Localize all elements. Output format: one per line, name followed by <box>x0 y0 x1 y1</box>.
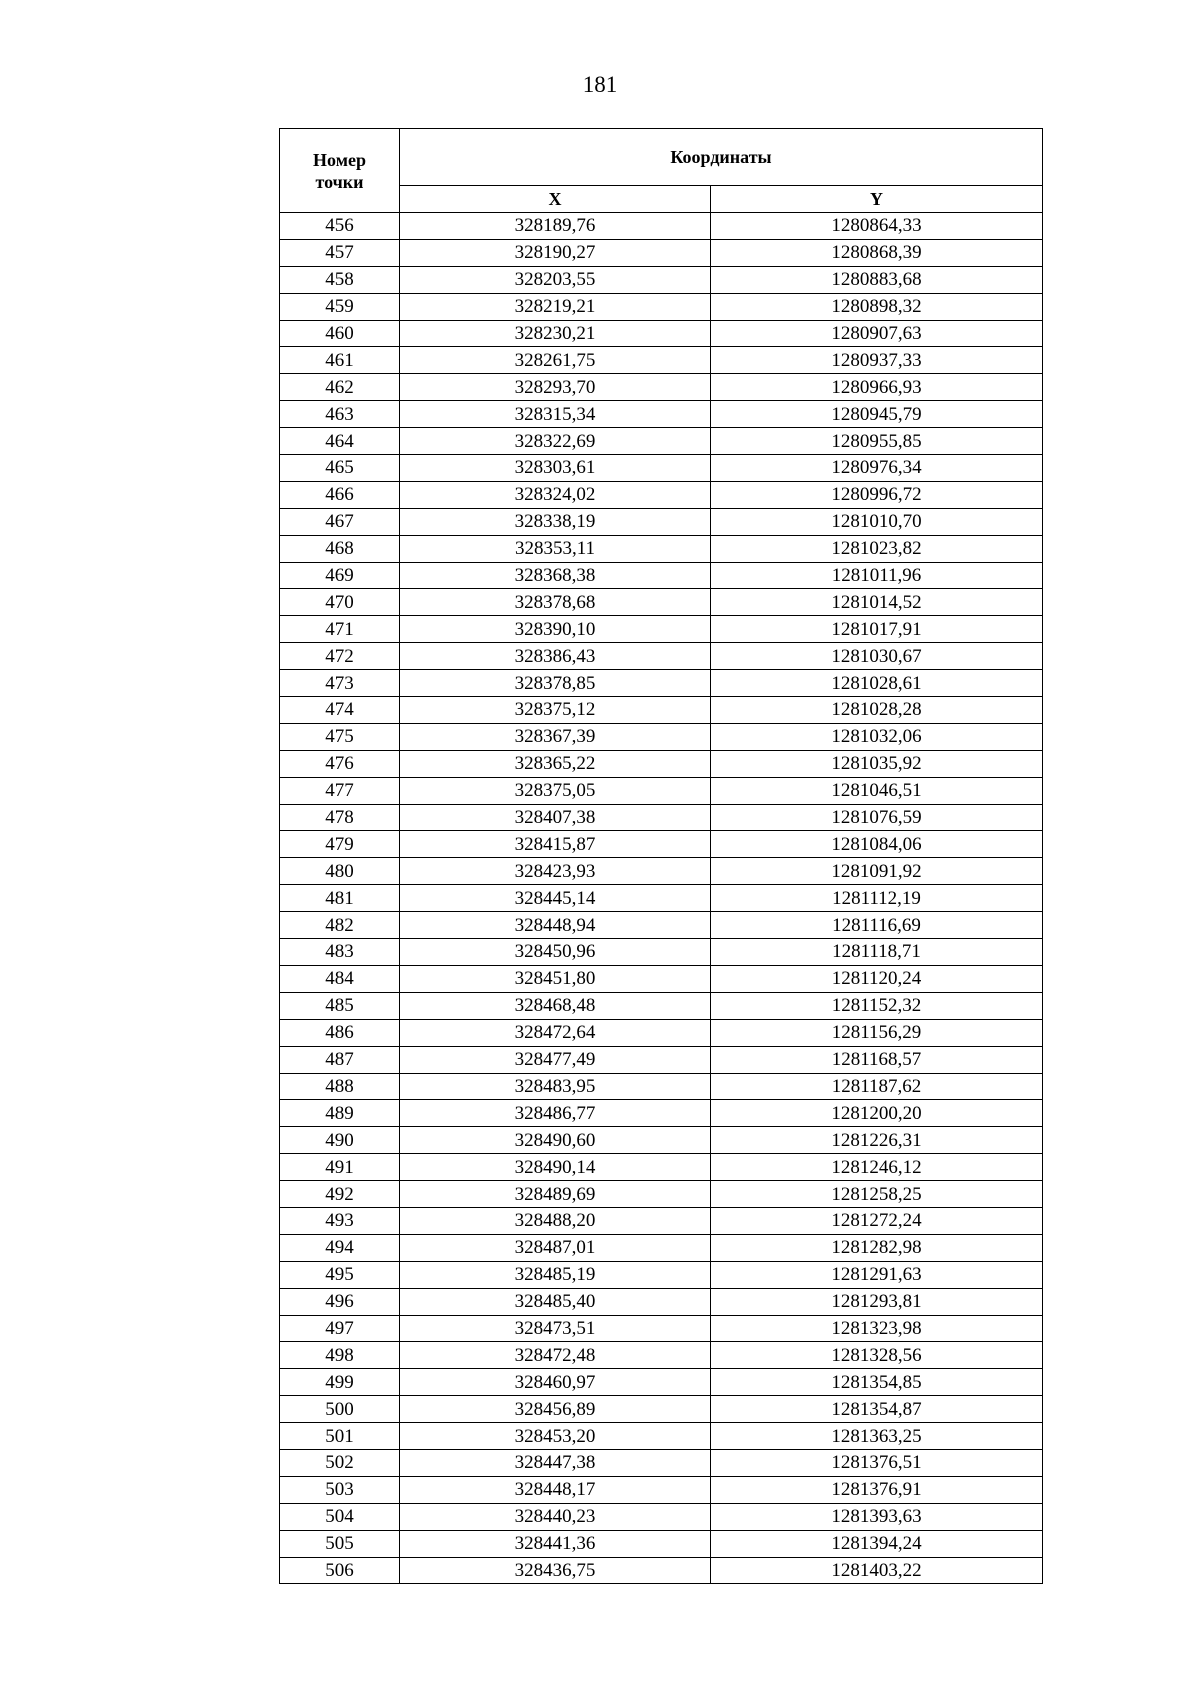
y-cell: 1281116,69 <box>711 912 1043 939</box>
table-row <box>280 965 1043 992</box>
x-cell: 328386,43 <box>400 643 711 670</box>
point-number-cell: 467 <box>280 508 400 535</box>
table-row <box>280 1423 1043 1450</box>
table-row <box>280 616 1043 643</box>
x-cell: 328490,14 <box>400 1154 711 1181</box>
point-number-cell: 488 <box>280 1073 400 1100</box>
y-cell: 1281376,91 <box>711 1476 1043 1503</box>
y-cell: 1281354,87 <box>711 1396 1043 1423</box>
table-row <box>280 643 1043 670</box>
table-row <box>280 1315 1043 1342</box>
y-cell: 1281032,06 <box>711 723 1043 750</box>
table-row <box>280 535 1043 562</box>
point-number-cell: 489 <box>280 1100 400 1127</box>
point-number-cell: 482 <box>280 912 400 939</box>
point-number-cell: 462 <box>280 374 400 401</box>
point-number-cell: 468 <box>280 535 400 562</box>
table-row <box>280 723 1043 750</box>
y-cell: 1281394,24 <box>711 1530 1043 1557</box>
y-cell: 1281226,31 <box>711 1127 1043 1154</box>
x-cell: 328448,94 <box>400 912 711 939</box>
x-cell: 328423,93 <box>400 858 711 885</box>
table-row <box>280 1396 1043 1423</box>
table-row <box>280 1019 1043 1046</box>
point-number-cell: 471 <box>280 616 400 643</box>
table-row <box>280 428 1043 455</box>
x-cell: 328375,12 <box>400 697 711 724</box>
y-cell: 1281363,25 <box>711 1423 1043 1450</box>
table-row <box>280 1369 1043 1396</box>
point-number-cell: 502 <box>280 1449 400 1476</box>
x-cell: 328453,20 <box>400 1423 711 1450</box>
table-row <box>280 697 1043 724</box>
table-row <box>280 1234 1043 1261</box>
table-row <box>280 1342 1043 1369</box>
x-cell: 328219,21 <box>400 293 711 320</box>
table-row <box>280 1073 1043 1100</box>
point-number-cell: 485 <box>280 992 400 1019</box>
point-number-cell: 490 <box>280 1127 400 1154</box>
table-row <box>280 939 1043 966</box>
table-row <box>280 1261 1043 1288</box>
y-cell: 1280976,34 <box>711 455 1043 482</box>
y-cell: 1281187,62 <box>711 1073 1043 1100</box>
table-row <box>280 508 1043 535</box>
point-number-cell: 475 <box>280 723 400 750</box>
y-cell: 1281011,96 <box>711 562 1043 589</box>
x-cell: 328324,02 <box>400 481 711 508</box>
point-number-cell: 496 <box>280 1288 400 1315</box>
point-number-cell: 480 <box>280 858 400 885</box>
table-row <box>280 992 1043 1019</box>
y-cell: 1281017,91 <box>711 616 1043 643</box>
y-cell: 1281046,51 <box>711 777 1043 804</box>
x-cell: 328436,75 <box>400 1557 711 1584</box>
y-cell: 1281403,22 <box>711 1557 1043 1584</box>
point-number-cell: 506 <box>280 1557 400 1584</box>
table-row <box>280 777 1043 804</box>
table-row <box>280 858 1043 885</box>
y-cell: 1281035,92 <box>711 750 1043 777</box>
x-cell: 328390,10 <box>400 616 711 643</box>
x-cell: 328445,14 <box>400 885 711 912</box>
x-cell: 328189,76 <box>400 213 711 240</box>
y-header: Y <box>711 186 1043 213</box>
y-cell: 1281168,57 <box>711 1046 1043 1073</box>
y-cell: 1281293,81 <box>711 1288 1043 1315</box>
point-number-cell: 456 <box>280 213 400 240</box>
table-row <box>280 347 1043 374</box>
x-cell: 328447,38 <box>400 1449 711 1476</box>
table-body <box>280 213 1043 1584</box>
point-number-cell: 469 <box>280 562 400 589</box>
table-row <box>280 1288 1043 1315</box>
x-cell: 328190,27 <box>400 239 711 266</box>
x-cell: 328407,38 <box>400 804 711 831</box>
table-row <box>280 1207 1043 1234</box>
point-number-cell: 500 <box>280 1396 400 1423</box>
y-cell: 1281328,56 <box>711 1342 1043 1369</box>
x-cell: 328375,05 <box>400 777 711 804</box>
table-row <box>280 1530 1043 1557</box>
point-number-cell: 478 <box>280 804 400 831</box>
point-number-cell: 494 <box>280 1234 400 1261</box>
point-number-cell: 504 <box>280 1503 400 1530</box>
point-number-cell: 491 <box>280 1154 400 1181</box>
point-number-cell: 492 <box>280 1181 400 1208</box>
point-number-cell: 477 <box>280 777 400 804</box>
x-cell: 328353,11 <box>400 535 711 562</box>
x-cell: 328451,80 <box>400 965 711 992</box>
y-cell: 1281118,71 <box>711 939 1043 966</box>
x-cell: 328293,70 <box>400 374 711 401</box>
x-cell: 328440,23 <box>400 1503 711 1530</box>
point-number-cell: 499 <box>280 1369 400 1396</box>
x-cell: 328485,19 <box>400 1261 711 1288</box>
point-number-cell: 461 <box>280 347 400 374</box>
coordinates-header: Координаты <box>400 129 1043 186</box>
table-row <box>280 266 1043 293</box>
table-row <box>280 320 1043 347</box>
table-row <box>280 1476 1043 1503</box>
y-cell: 1280966,93 <box>711 374 1043 401</box>
y-cell: 1281028,61 <box>711 670 1043 697</box>
point-number-cell: 474 <box>280 697 400 724</box>
point-number-cell: 493 <box>280 1207 400 1234</box>
y-cell: 1281246,12 <box>711 1154 1043 1181</box>
table-row <box>280 293 1043 320</box>
y-cell: 1280955,85 <box>711 428 1043 455</box>
x-cell: 328489,69 <box>400 1181 711 1208</box>
table-row <box>280 562 1043 589</box>
table-row <box>280 374 1043 401</box>
x-cell: 328415,87 <box>400 831 711 858</box>
table-row <box>280 1503 1043 1530</box>
table-row <box>280 1127 1043 1154</box>
table-row <box>280 1181 1043 1208</box>
table-row <box>280 831 1043 858</box>
y-cell: 1281200,20 <box>711 1100 1043 1127</box>
point-number-cell: 476 <box>280 750 400 777</box>
x-cell: 328303,61 <box>400 455 711 482</box>
y-cell: 1280868,39 <box>711 239 1043 266</box>
point-number-cell: 463 <box>280 401 400 428</box>
point-number-cell: 472 <box>280 643 400 670</box>
x-cell: 328365,22 <box>400 750 711 777</box>
point-number-cell: 479 <box>280 831 400 858</box>
y-cell: 1281354,85 <box>711 1369 1043 1396</box>
x-cell: 328338,19 <box>400 508 711 535</box>
point-number-header-line1: Номер <box>313 149 366 170</box>
table-row <box>280 1046 1043 1073</box>
table-row <box>280 912 1043 939</box>
x-cell: 328487,01 <box>400 1234 711 1261</box>
x-cell: 328460,97 <box>400 1369 711 1396</box>
x-cell: 328203,55 <box>400 266 711 293</box>
point-number-cell: 487 <box>280 1046 400 1073</box>
point-number-cell: 484 <box>280 965 400 992</box>
x-cell: 328472,48 <box>400 1342 711 1369</box>
point-number-cell: 498 <box>280 1342 400 1369</box>
x-cell: 328378,68 <box>400 589 711 616</box>
point-number-cell: 470 <box>280 589 400 616</box>
x-cell: 328378,85 <box>400 670 711 697</box>
point-number-cell: 464 <box>280 428 400 455</box>
y-cell: 1281272,24 <box>711 1207 1043 1234</box>
y-cell: 1281091,92 <box>711 858 1043 885</box>
y-cell: 1281076,59 <box>711 804 1043 831</box>
point-number-cell: 503 <box>280 1476 400 1503</box>
y-cell: 1281376,51 <box>711 1449 1043 1476</box>
x-cell: 328490,60 <box>400 1127 711 1154</box>
point-number-cell: 473 <box>280 670 400 697</box>
table-row <box>280 401 1043 428</box>
y-cell: 1281014,52 <box>711 589 1043 616</box>
y-cell: 1280907,63 <box>711 320 1043 347</box>
y-cell: 1280937,33 <box>711 347 1043 374</box>
table-row <box>280 1557 1043 1584</box>
y-cell: 1281156,29 <box>711 1019 1043 1046</box>
y-cell: 1281028,28 <box>711 697 1043 724</box>
y-cell: 1281084,06 <box>711 831 1043 858</box>
y-cell: 1281023,82 <box>711 535 1043 562</box>
y-cell: 1280883,68 <box>711 266 1043 293</box>
x-cell: 328473,51 <box>400 1315 711 1342</box>
table-row <box>280 239 1043 266</box>
y-cell: 1280898,32 <box>711 293 1043 320</box>
x-cell: 328261,75 <box>400 347 711 374</box>
x-cell: 328230,21 <box>400 320 711 347</box>
x-cell: 328367,39 <box>400 723 711 750</box>
y-cell: 1281030,67 <box>711 643 1043 670</box>
x-cell: 328468,48 <box>400 992 711 1019</box>
x-cell: 328322,69 <box>400 428 711 455</box>
point-number-header <box>280 129 400 213</box>
table-row <box>280 750 1043 777</box>
y-cell: 1281323,98 <box>711 1315 1043 1342</box>
table-row <box>280 1449 1043 1476</box>
table-row <box>280 1154 1043 1181</box>
x-header: X <box>400 186 711 213</box>
y-cell: 1281393,63 <box>711 1503 1043 1530</box>
y-cell: 1280945,79 <box>711 401 1043 428</box>
y-cell: 1281112,19 <box>711 885 1043 912</box>
point-number-cell: 481 <box>280 885 400 912</box>
table-row <box>280 481 1043 508</box>
y-cell: 1281120,24 <box>711 965 1043 992</box>
x-cell: 328477,49 <box>400 1046 711 1073</box>
table-row <box>280 670 1043 697</box>
x-cell: 328486,77 <box>400 1100 711 1127</box>
point-number-cell: 483 <box>280 939 400 966</box>
y-cell: 1281152,32 <box>711 992 1043 1019</box>
y-cell: 1280996,72 <box>711 481 1043 508</box>
point-number-cell: 465 <box>280 455 400 482</box>
point-number-cell: 501 <box>280 1423 400 1450</box>
table-row <box>280 885 1043 912</box>
table-row <box>280 455 1043 482</box>
table-row <box>280 213 1043 240</box>
point-number-cell: 460 <box>280 320 400 347</box>
y-cell: 1281010,70 <box>711 508 1043 535</box>
x-cell: 328488,20 <box>400 1207 711 1234</box>
x-cell: 328368,38 <box>400 562 711 589</box>
point-number-header-line2: точки <box>315 171 364 192</box>
x-cell: 328315,34 <box>400 401 711 428</box>
y-cell: 1280864,33 <box>711 213 1043 240</box>
y-cell: 1281291,63 <box>711 1261 1043 1288</box>
point-number-cell: 497 <box>280 1315 400 1342</box>
y-cell: 1281282,98 <box>711 1234 1043 1261</box>
table-row <box>280 1100 1043 1127</box>
table-header <box>280 129 1043 213</box>
point-number-cell: 495 <box>280 1261 400 1288</box>
point-number-cell: 466 <box>280 481 400 508</box>
point-number-cell: 458 <box>280 266 400 293</box>
coordinates-table <box>279 128 1043 1584</box>
point-number-cell: 459 <box>280 293 400 320</box>
x-cell: 328441,36 <box>400 1530 711 1557</box>
x-cell: 328472,64 <box>400 1019 711 1046</box>
x-cell: 328450,96 <box>400 939 711 966</box>
table-row <box>280 804 1043 831</box>
x-cell: 328485,40 <box>400 1288 711 1315</box>
header-row-top <box>280 129 1043 186</box>
table-row <box>280 589 1043 616</box>
x-cell: 328448,17 <box>400 1476 711 1503</box>
x-cell: 328483,95 <box>400 1073 711 1100</box>
page-number: 181 <box>582 72 618 97</box>
point-number-cell: 505 <box>280 1530 400 1557</box>
y-cell: 1281258,25 <box>711 1181 1043 1208</box>
point-number-cell: 457 <box>280 239 400 266</box>
x-cell: 328456,89 <box>400 1396 711 1423</box>
point-number-cell: 486 <box>280 1019 400 1046</box>
